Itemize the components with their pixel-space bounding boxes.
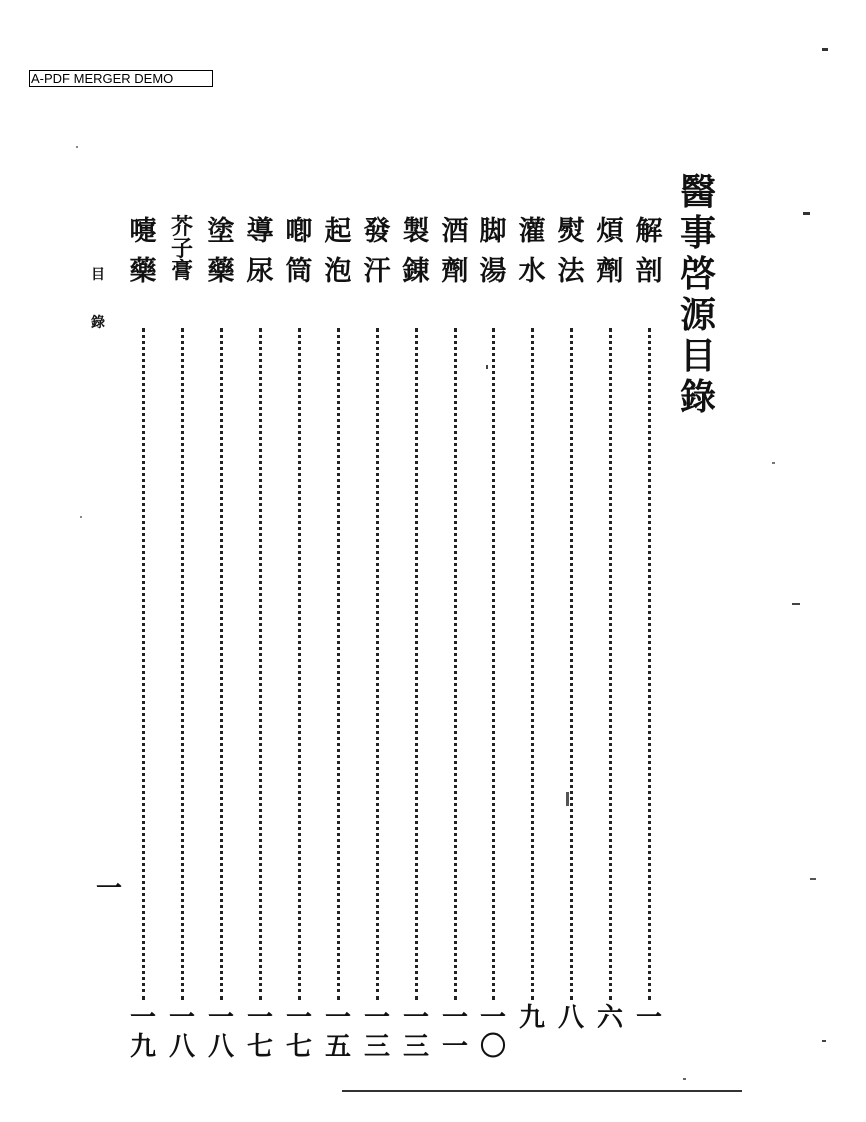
toc-entry-title: 灌 水 xyxy=(518,216,546,287)
toc-entry-title: 煩 劑 xyxy=(596,216,624,287)
toc-entry-title: 塗 藥 xyxy=(207,216,235,287)
title-char: 錄 xyxy=(679,376,716,418)
toc-entry-title: 喞 筒 xyxy=(285,216,313,287)
title-char: 目 xyxy=(679,335,716,377)
page-number: 一 xyxy=(96,874,123,904)
toc-entry-title: 熨 法 xyxy=(557,216,585,287)
toc-page-number: 一 八 xyxy=(207,1003,234,1062)
title-char: 啓 xyxy=(679,253,716,295)
toc-page-number: 一 七 xyxy=(285,1003,312,1062)
toc-entry-title: 酒 劑 xyxy=(441,216,469,287)
toc-entry-title: 導 尿 xyxy=(246,216,274,287)
toc-page-number: 一 xyxy=(635,1003,662,1033)
toc-entry-title: 起 泡 xyxy=(324,216,352,287)
toc-page-number: 一 七 xyxy=(246,1003,273,1062)
toc-page-number: 一 九 xyxy=(129,1003,156,1062)
toc-page-number: 一 五 xyxy=(324,1003,351,1062)
pdf-merger-demo-watermark: A-PDF MERGER DEMO xyxy=(29,70,213,87)
toc-entry-title: 發 汗 xyxy=(363,216,391,287)
toc-entry-title: 製 錬 xyxy=(402,216,430,287)
toc-page-number: 一 一 xyxy=(441,1003,468,1062)
toc-page-number: 一 三 xyxy=(363,1003,390,1062)
title-char: 醫 xyxy=(679,171,716,213)
toc-entry-title: 嚏 藥 xyxy=(129,216,157,287)
toc-page-number: 九 xyxy=(518,1003,545,1033)
bottom-rule xyxy=(342,1090,742,1092)
toc-entry-title: 芥 子 膏 xyxy=(170,214,193,284)
toc-page-number: 一 八 xyxy=(168,1003,195,1062)
title-char: 源 xyxy=(679,294,716,336)
toc-entry-title: 解 剖 xyxy=(635,216,663,287)
toc-page-number: 八 xyxy=(557,1003,584,1033)
toc-entry-title: 脚 湯 xyxy=(479,216,507,287)
side-label-char: 目 xyxy=(91,267,105,283)
toc-page-number: 一 〇 xyxy=(479,1003,506,1062)
toc-page-number: 一 三 xyxy=(402,1003,429,1062)
side-label-char: 錄 xyxy=(91,315,105,331)
toc-page-number: 六 xyxy=(596,1003,623,1033)
title-char: 事 xyxy=(679,212,716,254)
